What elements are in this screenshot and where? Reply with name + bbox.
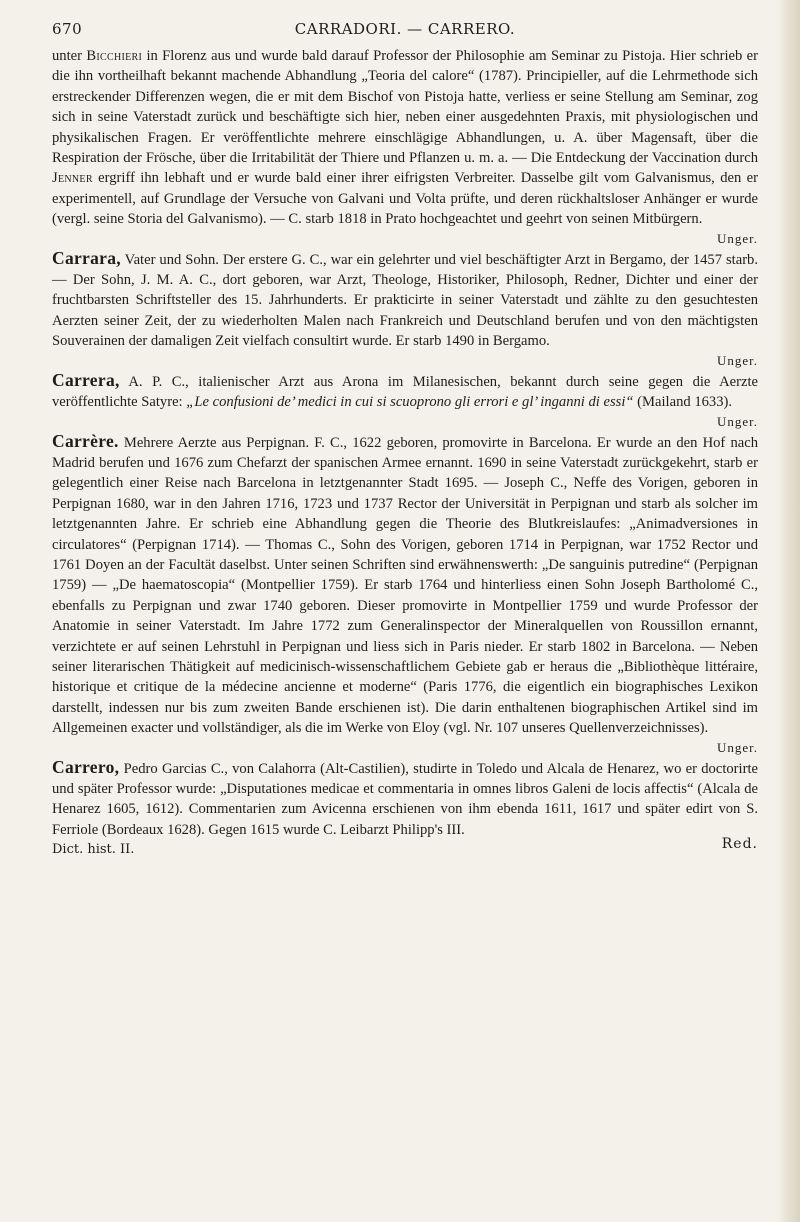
entry-carrera bbox=[52, 370, 758, 413]
signature: Unger. bbox=[716, 230, 758, 246]
person-name: Bicchieri bbox=[86, 48, 143, 64]
signature: Unger. bbox=[716, 413, 758, 429]
article-text bbox=[52, 46, 758, 840]
running-title: CARRADORI. — CARRERO. bbox=[294, 20, 516, 38]
entry-text: (Mailand 1633). bbox=[633, 394, 733, 411]
signature: Unger. bbox=[716, 739, 758, 755]
entry-text: unter bbox=[52, 48, 87, 64]
dictionary-page bbox=[52, 18, 758, 1213]
entry-carrara bbox=[52, 248, 758, 352]
entry-carrere bbox=[52, 431, 758, 739]
entry-text: ergriff ihn lebhaft und er wurde bald einer ihrer eifrigsten Verbreiter. Dasselbe gilt vom Galvanismus, den er experimentell, auf Grundlage der Versuche von Galvani und Volta prüfte, und deren rückhaltsloser Anhänger er wurde (vergl. seine Storia del Galvanismo). — C. starb 1818 in Prato hochgeachtet und geehrt von seinen Mitbürgern. bbox=[52, 170, 758, 228]
headword: Carrera, bbox=[52, 369, 120, 390]
page-header bbox=[52, 18, 758, 46]
headword: Carrero, bbox=[52, 756, 120, 777]
entry-text: Vater und Sohn. Der erstere G. C., war ein gelehrter und viel beschäftigter Arzt in Bergamo, der 1457 starb. — Der Sohn, J. M. A. C., dort geboren, war Arzt, Theologe, Historiker, Philosoph, Redner, Dichter und einer der fruchtbarsten Schriftsteller des 15. Jahrhunderts. Er prakticirte in seiner Vaterstadt und zählte zu den gesuchtesten Aerzten seiner Zeit, der zu wiederholten Malen nach Frankreich und Deutschland berufen und von den mächtigsten Souverainen der damaligen Zeit vielfach consultirt wurde. Er starb 1490 in Bergamo. bbox=[52, 251, 758, 350]
entry-carrero bbox=[52, 757, 758, 841]
work-title: „Le confusioni de’ medici in cui si scuoprono gli errori e gl’ inganni di essi“ bbox=[186, 394, 634, 411]
page-footer bbox=[52, 836, 758, 864]
entry-carradori-continued bbox=[52, 46, 758, 230]
page-edge-shadow bbox=[778, 0, 800, 1222]
entry-text: in Florenz aus und wurde bald darauf Professor der Philosophie am Seminar zu Pistoja. Hier schrieb er die ihn vortheilhaft bekannt machende Abhandlung „Teoria del calore“ (1787). Principieller, auf die Lehrmethode sich erstreckender Differenzen wegen, die er mit dem Bischof von Pistoja hatte, verliess er seine Stellung am Seminar, zog sich in seine Vaterstadt zurück und beschäftigte sich hier, neben einer ausgedehnten Praxis, mit physiologischen und physikalischen Fragen. Er veröffentlichte mehrere einschlägige Abhandlungen, u. A. über Magensaft, über die Respiration der Frösche, über die Irritabilität der Thiere und Pflanzen u. m. a. — Die Entdeckung der Vaccination durch bbox=[52, 48, 758, 167]
person-name: Jenner bbox=[52, 170, 93, 187]
signature-mark: Dict. hist. II. bbox=[52, 842, 135, 858]
author-mark: Red. bbox=[721, 836, 758, 853]
signature: Unger. bbox=[716, 352, 758, 368]
page-number: 670 bbox=[52, 20, 83, 38]
entry-text: Pedro Garcias C., von Calahorra (Alt-Castilien), studirte in Toledo und Alcala de Henarez, wo er doctorirte und später Professor wurde: „Disputationes medicae et commentaria in omnes libros Galeni de locis affectis“ (Alcala de Henarez 1605, 1612). Commentarien zum Avicenna erschienen von ihm ebenda 1611, 1617 und später edirt von S. Ferriole (Bordeaux 1628). Gegen 1615 wurde C. Leibarzt Philipp's III. bbox=[52, 760, 758, 838]
headword: Carrara, bbox=[52, 247, 121, 268]
entry-text: A. P. C., italienischer Arzt aus Arona im Milanesischen, bekannt durch seine gegen die Aerzte veröffentlichte Satyre: bbox=[52, 373, 758, 411]
entry-text: Mehrere Aerzte aus Perpignan. F. C., 1622 geboren, promovirte in Barcelona. Er wurde an den Hof nach Madrid berufen und 1676 zum Chefarzt der spanischen Armee ernannt. 1690 in seine Vaterstadt zurückgekehrt, starb er gelegentlich einer Reise nach Barcelona in letztgenannter Stadt 1695. — Joseph C., Neffe des Vorigen, geboren in Perpignan 1680, war in den Jahren 1716, 1723 und 1737 Rector der Universität in Perpignan und starb als solcher im letztgenannten Jahre. Er schrieb eine Abhandlung gegen die Theorie des Blutkreislaufes: „Animadversiones in circulatores“ (Perpignan 1714). — Thomas C., Sohn des Vorigen, geboren 1714 in Perpignan, war 1752 Rector und 1761 Doyen an der Facultät daselbst. Unter seinen Schriften sind erwähnenswerth: „De sanguinis putredine“ (Perpignan 1759) — „De haematoscopia“ (Montpellier 1759). Er starb 1764 und hinterliess einen Sohn Joseph Bartholomé C., ebenfalls zu Perpignan und zwar 1740 geboren. Dieser promovirte in Montpellier 1759 und wurde Professor der Anatomie in seiner Vaterstadt. Im Jahre 1772 zum Generalinspector der Mineralquellen von Roussillon ernannt, verzichtete er auf seinen Lehrstuhl in Perpignan und liess sich in Paris nieder. Er starb 1802 in Barcelona. — Neben seiner literarischen Thätigkeit auf medicinisch-wissenschaftlichem Gebiete gab er heraus die „Bibliothèque littéraire, historique et critique de la médecine ancienne et moderne“ (Paris 1776, die eigentlich ein biographisches Lexikon darstellt, indessen nur bis zum zweiten Bande erschienen ist). Die darin enthaltenen biographischen Artikel sind im Allgemeinen exacter und vollständiger, als die im Werke von Eloy (vgl. Nr. 107 unseres Quellenverzeichnisses). bbox=[52, 434, 758, 737]
headword: Carrère. bbox=[52, 430, 119, 451]
